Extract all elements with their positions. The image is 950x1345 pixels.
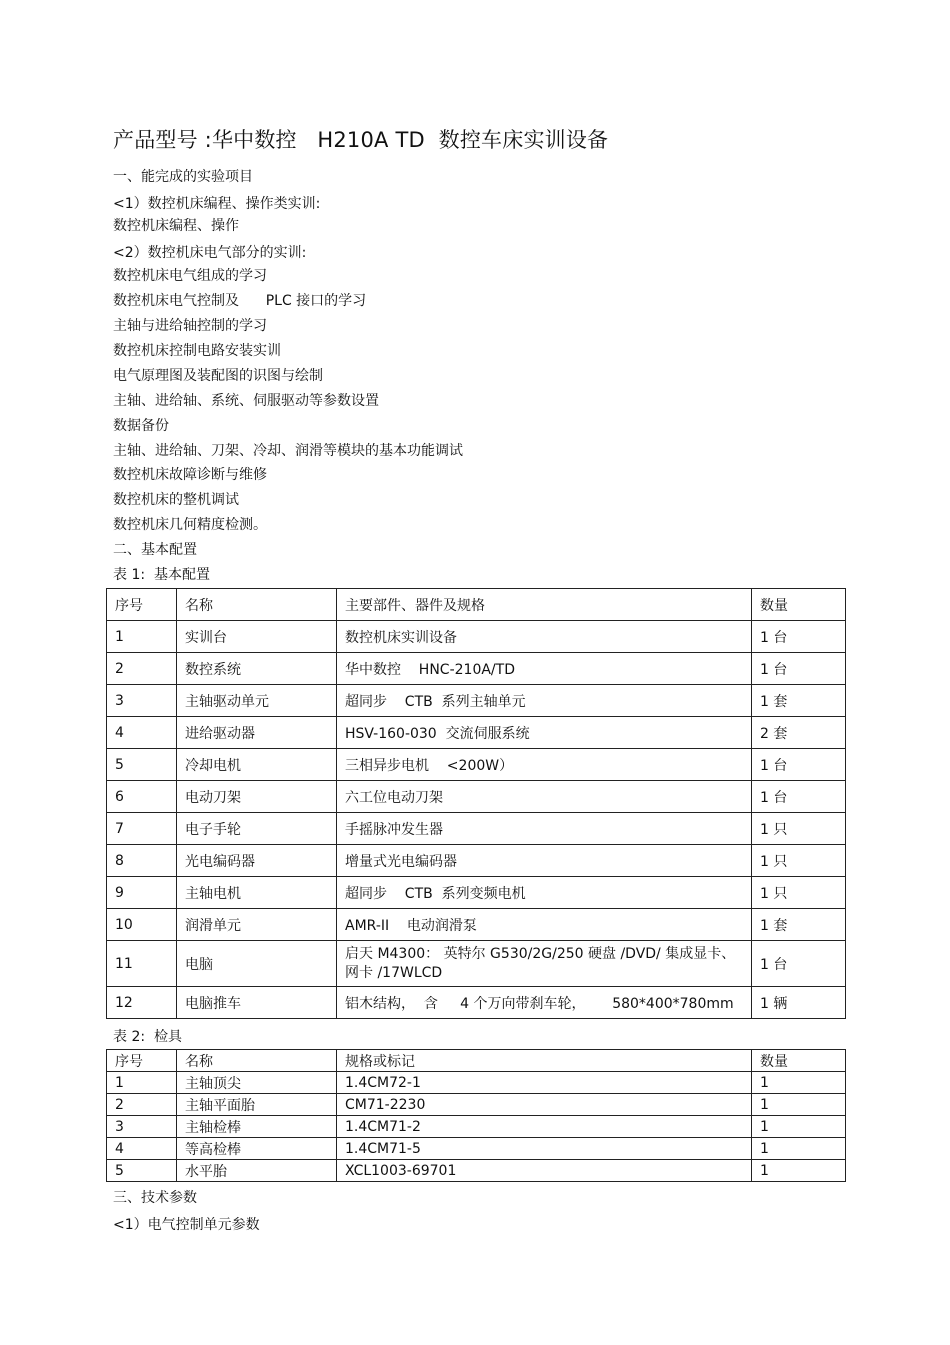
list-item: 数控机床控制电路安装实训 <box>113 343 281 359</box>
table-cell: 等高检棒 <box>177 1138 337 1160</box>
table-cell: 2 <box>107 1094 177 1116</box>
table-row <box>107 749 846 781</box>
table-cell: 1 只 <box>752 813 846 845</box>
table-cell: 超同步 CTB 系列变频电机 <box>337 877 752 909</box>
table-cell: CM71-2230 <box>337 1094 752 1116</box>
table-row <box>107 781 846 813</box>
table-cell: 1 <box>752 1094 846 1116</box>
section3-heading: 三、技术参数 <box>113 1190 197 1206</box>
sub1-heading: <1）数控机床编程、操作类实训: <box>113 196 321 212</box>
table-cell: 进给驱动器 <box>177 717 337 749</box>
inspection-tools-table <box>106 1049 846 1182</box>
table-cell: 铝木结构， 含 4 个万向带刹车轮， 580*400*780mm <box>337 987 752 1019</box>
header-cell: 名称 <box>177 589 337 621</box>
table-cell: 华中数控 HNC-210A/TD <box>337 653 752 685</box>
section3-sub1-heading: <1）电气控制单元参数 <box>113 1217 260 1233</box>
table-cell: XCL1003-69701 <box>337 1160 752 1182</box>
table-cell: 1 台 <box>752 621 846 653</box>
list-item: 数控机床的整机调试 <box>113 492 239 508</box>
header-cell: 数量 <box>752 1050 846 1072</box>
table-cell: 增量式光电编码器 <box>337 845 752 877</box>
table-cell: 电脑推车 <box>177 987 337 1019</box>
table-row <box>107 877 846 909</box>
table-cell: 光电编码器 <box>177 845 337 877</box>
table-row <box>107 941 846 987</box>
table-cell: 9 <box>107 877 177 909</box>
table-cell: 1 <box>752 1116 846 1138</box>
table-header-row <box>107 1050 846 1072</box>
table-cell: 电子手轮 <box>177 813 337 845</box>
header-cell: 主要部件、器件及规格 <box>337 589 752 621</box>
table-cell: 4 <box>107 1138 177 1160</box>
table-cell: 5 <box>107 1160 177 1182</box>
header-cell: 名称 <box>177 1050 337 1072</box>
table-cell: 手摇脉冲发生器 <box>337 813 752 845</box>
table-cell: 水平胎 <box>177 1160 337 1182</box>
table-cell: 1 套 <box>752 909 846 941</box>
table2-caption: 表 2: 检具 <box>113 1029 182 1045</box>
table-cell: 1 套 <box>752 685 846 717</box>
table-cell: 冷却电机 <box>177 749 337 781</box>
table-row <box>107 1094 846 1116</box>
list-item: 数控机床电气控制及 PLC 接口的学习 <box>113 293 367 309</box>
table-cell: 4 <box>107 717 177 749</box>
table-cell: 1 只 <box>752 877 846 909</box>
table-cell: 1 <box>107 1072 177 1094</box>
table-cell: 1 台 <box>752 941 846 987</box>
table-row <box>107 813 846 845</box>
table-row <box>107 1116 846 1138</box>
list-item: 电气原理图及装配图的识图与绘制 <box>113 368 323 384</box>
table-cell: 1 辆 <box>752 987 846 1019</box>
table-cell: HSV-160-030 交流伺服系统 <box>337 717 752 749</box>
table-row <box>107 653 846 685</box>
list-item: 数控机床编程、操作 <box>113 218 239 234</box>
list-item: 主轴、进给轴、系统、伺服驱动等参数设置 <box>113 393 379 409</box>
header-cell: 序号 <box>107 1050 177 1072</box>
table-cell: 1.4CM71-5 <box>337 1138 752 1160</box>
sub2-heading: <2）数控机床电气部分的实训: <box>113 245 307 261</box>
table-cell: 10 <box>107 909 177 941</box>
table-row <box>107 717 846 749</box>
table-cell: 1 台 <box>752 749 846 781</box>
section2-heading: 二、基本配置 <box>113 542 197 558</box>
table-header-row <box>107 589 846 621</box>
section1-heading: 一、能完成的实验项目 <box>113 169 253 185</box>
table-cell: 2 套 <box>752 717 846 749</box>
table-row <box>107 685 846 717</box>
table-cell: 三相异步电机 <200W） <box>337 749 752 781</box>
table-row <box>107 909 846 941</box>
table-row <box>107 1138 846 1160</box>
table-cell: 实训台 <box>177 621 337 653</box>
list-item: 主轴、进给轴、刀架、冷却、润滑等模块的基本功能调试 <box>113 443 463 459</box>
table-cell: 11 <box>107 941 177 987</box>
table-cell: 主轴顶尖 <box>177 1072 337 1094</box>
table-cell: 超同步 CTB 系列主轴单元 <box>337 685 752 717</box>
table-cell: 7 <box>107 813 177 845</box>
basic-config-table <box>106 588 846 1019</box>
table-cell: 主轴检棒 <box>177 1116 337 1138</box>
list-item: 数据备份 <box>113 418 169 434</box>
table-cell: 8 <box>107 845 177 877</box>
table-cell: 六工位电动刀架 <box>337 781 752 813</box>
table-cell: 数控机床实训设备 <box>337 621 752 653</box>
table-cell: 电动刀架 <box>177 781 337 813</box>
table-cell: 主轴平面胎 <box>177 1094 337 1116</box>
table-cell: 主轴驱动单元 <box>177 685 337 717</box>
table-cell: 3 <box>107 1116 177 1138</box>
table-row <box>107 1072 846 1094</box>
table-cell: 5 <box>107 749 177 781</box>
table1-caption: 表 1: 基本配置 <box>113 567 210 583</box>
list-item: 主轴与进给轴控制的学习 <box>113 318 267 334</box>
table-cell: 润滑单元 <box>177 909 337 941</box>
table-row <box>107 987 846 1019</box>
table-cell: AMR-II 电动润滑泵 <box>337 909 752 941</box>
table-cell: 1.4CM72-1 <box>337 1072 752 1094</box>
table-cell: 1 台 <box>752 653 846 685</box>
table-cell: 1 <box>107 621 177 653</box>
table-row <box>107 845 846 877</box>
table-cell: 1 <box>752 1160 846 1182</box>
table-cell: 6 <box>107 781 177 813</box>
table-cell: 电脑 <box>177 941 337 987</box>
table-row <box>107 621 846 653</box>
header-cell: 规格或标记 <box>337 1050 752 1072</box>
table-cell: 数控系统 <box>177 653 337 685</box>
table-cell: 1 <box>752 1072 846 1094</box>
table-row <box>107 1160 846 1182</box>
list-item: 数控机床几何精度检测。 <box>113 517 267 533</box>
header-cell: 序号 <box>107 589 177 621</box>
table-cell: 1 <box>752 1138 846 1160</box>
table-cell: 1 只 <box>752 845 846 877</box>
table-cell: 1 台 <box>752 781 846 813</box>
table-cell: 启天 M4300： 英特尔 G530/2G/250 硬盘 /DVD/ 集成显卡、网卡 /17WLCD <box>337 941 752 987</box>
table-cell: 1.4CM71-2 <box>337 1116 752 1138</box>
table-cell: 3 <box>107 685 177 717</box>
table-cell: 主轴电机 <box>177 877 337 909</box>
list-item: 数控机床电气组成的学习 <box>113 268 267 284</box>
table-cell: 12 <box>107 987 177 1019</box>
header-cell: 数量 <box>752 589 846 621</box>
document-title: 产品型号 :华中数控 H210A TD 数控车床实训设备 <box>113 128 609 152</box>
list-item: 数控机床故障诊断与维修 <box>113 467 267 483</box>
table-cell: 2 <box>107 653 177 685</box>
